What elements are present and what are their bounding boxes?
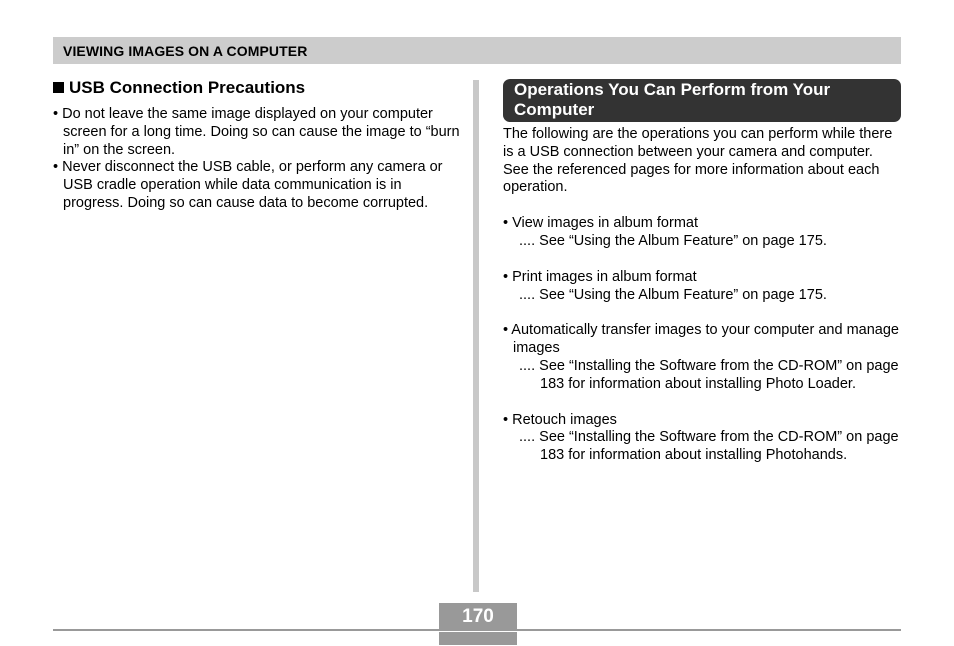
left-column [53,78,463,213]
operation-entry [503,412,901,465]
precaution-item: • Do not leave the same image displayed on your computer screen for a long time. Doing so can cause the image to “burn in” on the screen. [53,106,460,158]
operations-intro: The following are the operations you can perform while there is a USB connection between your camera and computer. See the referenced pages for more information about each operation. [503,126,893,196]
page-number-tab [439,632,517,645]
column-divider [473,80,479,592]
operation-entry [503,269,901,305]
operation-item: • View images in album format [503,215,698,232]
operation-item: • Retouch images [503,411,617,428]
page-number-box [439,603,517,645]
precaution-item: • Never disconnect the USB cable, or perform any camera or USB cradle operation while data communication is in progress. Doing so can cause data to become corrupted. [53,159,443,211]
operation-entry [503,215,901,251]
operation-item: • Automatically transfer images to your computer and manage images [503,322,899,357]
header-title: VIEWING IMAGES ON A COMPUTER [63,43,308,59]
operation-reference: .... See “Installing the Software from the CD-ROM” on page 183 for information about installing Photohands. [519,429,899,464]
operations-heading: Operations You Can Perform from Your Computer [503,79,901,122]
header-bar [53,37,901,64]
usb-precautions-title: USB Connection Precautions [69,78,306,97]
operation-item: • Print images in album format [503,268,697,285]
right-column [503,79,901,465]
operation-reference: .... See “Using the Album Feature” on page 175. [519,232,827,249]
operation-reference: .... See “Installing the Software from the CD-ROM” on page 183 for information about installing Photo Loader. [519,357,899,392]
operation-reference: .... See “Using the Album Feature” on page 175. [519,286,827,303]
page-number: 170 [439,603,517,630]
square-bullet-icon [53,82,64,93]
operation-entry [503,322,901,393]
usb-precautions-heading [53,78,463,98]
